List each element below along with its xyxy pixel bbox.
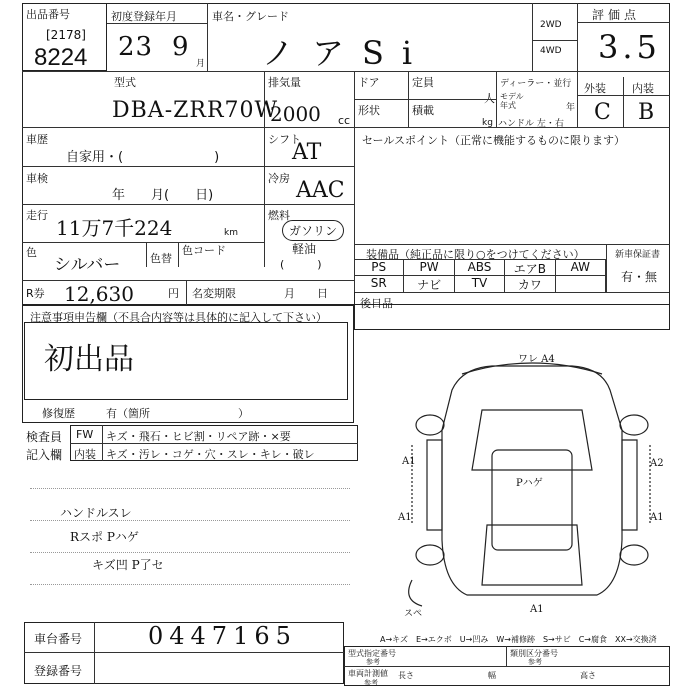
dims-ref: 参考 — [364, 679, 378, 687]
first-reg-label: 初度登録年月 — [111, 10, 177, 23]
exterior-label: 外装 — [584, 82, 606, 95]
fw-items: キズ・飛石・ヒビ割・リペア跡・×要 — [106, 430, 291, 443]
notes-value: 初出品 — [44, 342, 134, 377]
registration-label: 登録番号 — [34, 664, 83, 678]
color-label: 色 — [26, 246, 37, 259]
drive-4wd: 4WD — [540, 46, 562, 56]
month-unit: 月 — [196, 59, 206, 69]
height-label: 高さ — [580, 671, 596, 680]
sales-point-label: セールスポイント（正常に機能するものに限ります） — [362, 134, 626, 147]
diagram-note-spare: スペ — [404, 609, 423, 619]
equipment-item: TV — [455, 276, 505, 292]
load-label: 積載 — [412, 104, 434, 117]
equipment-item: PS — [354, 260, 404, 276]
right-box — [354, 292, 670, 330]
equipment-item: カワ — [505, 276, 555, 292]
color-value: シルバー — [54, 255, 121, 275]
grade-value: 3.5 — [598, 28, 661, 66]
dims-label: 車両計測値 — [348, 669, 388, 678]
color-change-label: 色替 — [150, 252, 172, 265]
year-unit: 年 — [566, 103, 576, 113]
equipment-item: ABS — [455, 260, 505, 276]
inspection-value: 年 月( 日) — [112, 188, 214, 203]
recycle-label: R券 — [26, 287, 45, 300]
fuel-diesel: 軽油 — [292, 242, 317, 256]
handwritten-note-3: キズ凹 P了セ — [92, 558, 164, 572]
equipment-label: 装備品（純正品に限り○をつけてください） — [366, 248, 585, 261]
category-ref: 参考 — [528, 658, 542, 666]
recycle-unit: 円 — [168, 287, 179, 300]
width-label: 幅 — [488, 671, 496, 680]
fuel-other: ( ) — [280, 258, 322, 271]
chassis-value: 0447165 — [148, 622, 297, 650]
handwritten-note-1: ハンドルスレ — [60, 506, 132, 520]
interior-label: 内装 — [632, 82, 654, 95]
capacity-label: 定員 — [412, 76, 434, 89]
diagram-note-rear: A1 — [530, 604, 544, 615]
inspector-label-2: 記入欄 — [26, 448, 63, 462]
equipment-item: SR — [354, 276, 404, 292]
exterior-value: C — [594, 100, 611, 125]
length-label: 長さ — [398, 671, 414, 680]
shift-value: AT — [292, 140, 322, 165]
dealer-label: ディーラー・並行 — [500, 79, 572, 89]
ac-value: AAC — [296, 178, 345, 203]
diagram-note-right-front: A2 — [650, 458, 664, 469]
lot-number: 8224 — [34, 44, 88, 71]
chassis-label: 車台番号 — [34, 632, 83, 646]
handle-label: ハンドル 左・右 — [498, 119, 564, 129]
shift-label: シフト — [268, 133, 301, 146]
inspection-label: 車検 — [26, 172, 48, 185]
warranty-label: 新車保証書 — [615, 250, 661, 260]
displacement-value: 2000 — [270, 102, 321, 126]
color-code-label: 色コード — [182, 244, 226, 257]
notes-label: 注意事項申告欄（不具合内容等は具体的に記入して下さい） — [30, 311, 327, 324]
format-ref: 参考 — [366, 658, 380, 666]
handwritten-note-2: Rスポ Pハゲ — [70, 530, 139, 544]
repair-value: 有（箇所 ） — [106, 407, 249, 420]
damage-legend: A→キズ E→エクボ U→凹み W→補修跡 S→サビ C→腐食 XX→交換済 — [380, 635, 657, 644]
mileage-unit: km — [224, 228, 238, 238]
lot-code: [2178] — [46, 28, 86, 42]
model-label: 型式 — [114, 76, 136, 89]
interior-value: B — [638, 100, 655, 125]
first-reg-year: 23 — [118, 32, 154, 62]
model-year-label: モデル年式 — [500, 92, 524, 110]
displacement-unit: cc — [338, 114, 351, 127]
format-label: 型式指定番号 — [348, 649, 396, 658]
fw-label: FW — [76, 428, 94, 441]
car-name-label: 車名・グレード — [212, 10, 289, 23]
kg-unit: kg — [482, 118, 493, 128]
history-label: 車歴 — [26, 133, 48, 146]
category-label: 類別区分番号 — [510, 649, 558, 658]
interior-check-label: 内装 — [74, 448, 96, 461]
warranty-value: 有・無 — [621, 270, 658, 284]
rear-items-label: 後日品 — [360, 297, 393, 310]
interior-items: キズ・汚レ・コゲ・穴・スレ・キレ・破レ — [106, 448, 315, 461]
equipment-item: ナビ — [404, 276, 454, 292]
diagram-note-right-rear: A1 — [650, 512, 664, 523]
door-label: ドア — [358, 76, 380, 89]
drive-2wd: 2WD — [540, 20, 562, 30]
capacity-unit: 人 — [484, 92, 495, 105]
fuel-gasoline: ガソリン — [282, 220, 344, 241]
shape-label: 形状 — [358, 104, 380, 117]
name-change-value: 月 日 — [284, 287, 328, 300]
model-value: DBA-ZRR70W — [112, 98, 279, 123]
ac-label: 冷房 — [268, 172, 290, 185]
diagram-note-windshield: ワレ A4 — [518, 354, 555, 365]
equipment-item: PW — [404, 260, 454, 276]
history-value: 自家用・( ) — [66, 150, 220, 165]
equipment-item — [556, 276, 606, 292]
diagram-note-left-front: A1 — [402, 456, 416, 467]
equipment-item: エアB — [505, 260, 555, 276]
car-name: ノアSi — [262, 34, 431, 72]
fuel-label: 燃料 — [268, 209, 290, 222]
equipment-item: AW — [556, 260, 606, 276]
first-reg-month: 9 — [172, 32, 190, 62]
recycle-value: 12,630 — [64, 282, 134, 306]
diagram-note-roof: Pハゲ — [516, 478, 543, 489]
mileage-label: 走行 — [26, 209, 48, 222]
lot-label: 出品番号 — [26, 8, 70, 21]
grade-label: 評価点 — [592, 8, 641, 22]
name-change-label: 名変期限 — [192, 287, 236, 300]
displacement-label: 排気量 — [268, 76, 301, 89]
repair-label: 修復歴 — [42, 407, 75, 420]
inspector-label-1: 検査員 — [26, 430, 63, 444]
diagram-note-left-rear: A1 — [398, 512, 412, 523]
mileage-value: 11万7千224 — [56, 216, 173, 240]
